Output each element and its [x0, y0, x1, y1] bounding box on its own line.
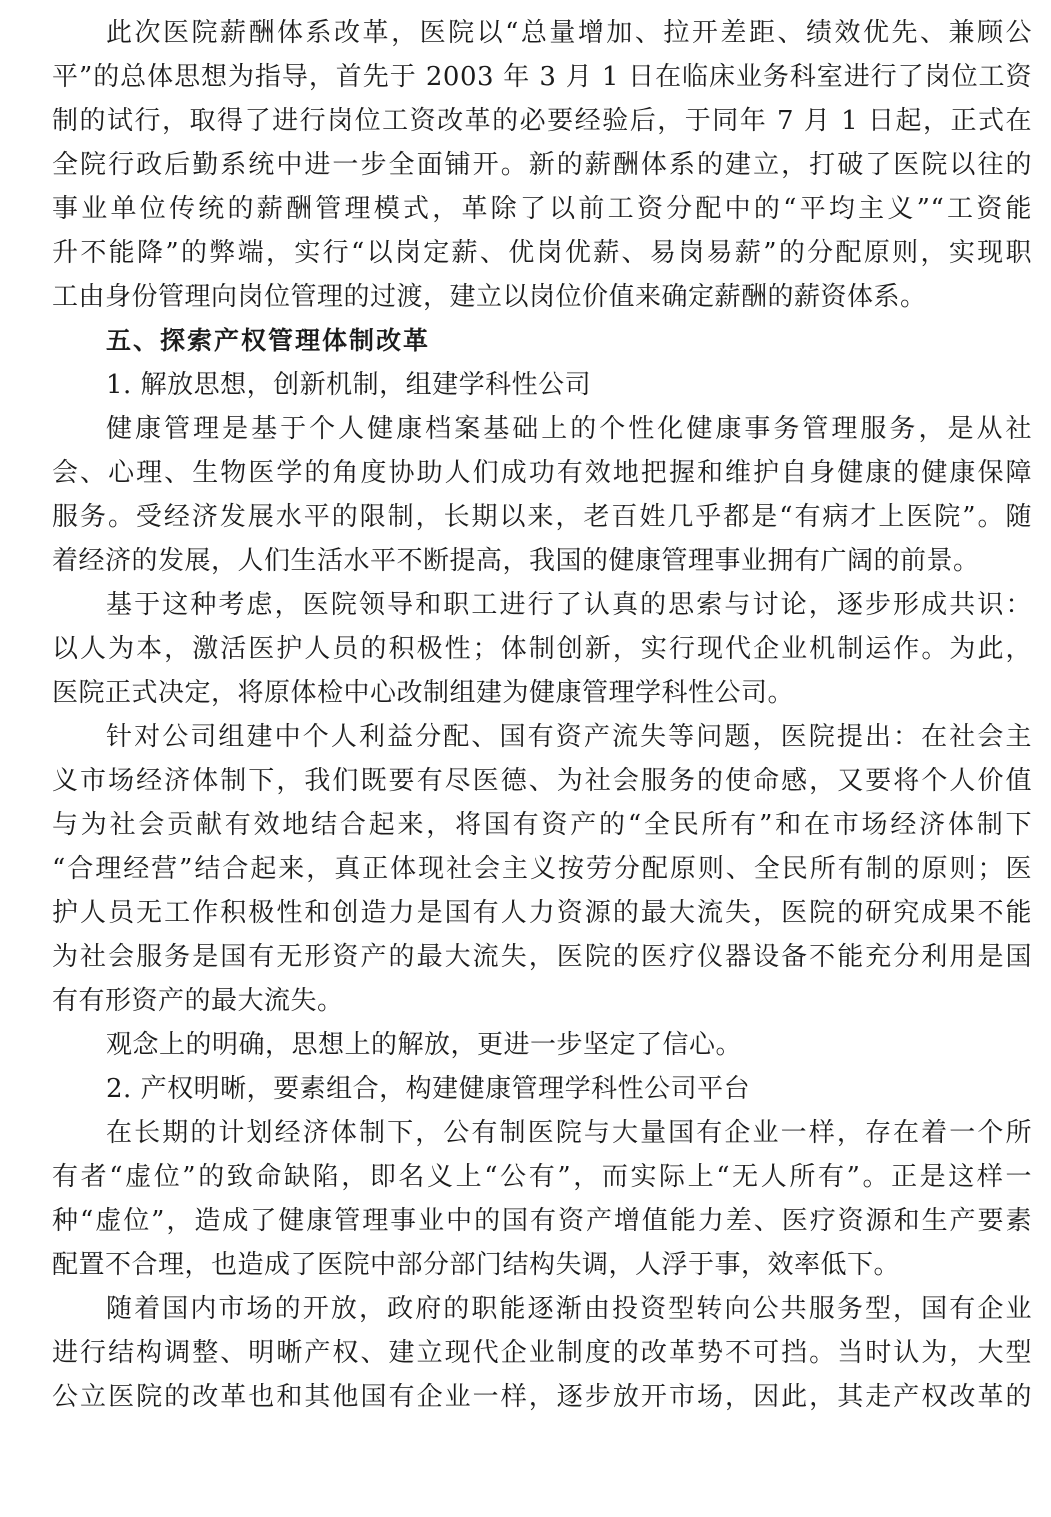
- subsection-heading: 2. 产权明晰，要素组合，构建健康管理学科性公司平台: [106, 1074, 751, 1104]
- subsection-heading: 1. 解放思想，创新机制，组建学科性公司: [106, 370, 592, 400]
- paragraph-line: 着经济的发展，人们生活水平不断提高，我国的健康管理事业拥有广阔的前景。: [52, 546, 980, 576]
- paragraph-line: 事业单位传统的薪酬管理模式，革除了以前工资分配中的“平均主义”“工资能: [52, 194, 1032, 224]
- paragraph-line: 以人为本，激活医护人员的积极性；体制创新，实行现代企业机制运作。为此，: [52, 634, 1032, 664]
- paragraph-line: 观念上的明确，思想上的解放，更进一步坚定了信心。: [106, 1030, 743, 1060]
- paragraph-line: 配置不合理，也造成了医院中部分部门结构失调，人浮于事，效率低下。: [52, 1250, 901, 1280]
- section-heading: 五、探索产权管理体制改革: [106, 326, 431, 355]
- paragraph-line: 工由身份管理向岗位管理的过渡，建立以岗位价值来确定薪酬的薪资体系。: [52, 282, 927, 312]
- paragraph-line: 有有形资产的最大流失。: [52, 986, 344, 1016]
- paragraph-line: 全院行政后勤系统中进一步全面铺开。新的薪酬体系的建立，打破了医院以往的: [52, 150, 1032, 180]
- paragraph-line: 随着国内市场的开放，政府的职能逐渐由投资型转向公共服务型，国有企业: [106, 1294, 1032, 1324]
- paragraph-line: 种“虚位”，造成了健康管理事业中的国有资产增值能力差、医疗资源和生产要素: [52, 1206, 1032, 1236]
- paragraph-line: 服务。受经济发展水平的限制，长期以来，老百姓几乎都是“有病才上医院”。随: [52, 502, 1032, 532]
- paragraph-line: 为社会服务是国有无形资产的最大流失，医院的医疗仪器设备不能充分利用是国: [52, 942, 1032, 972]
- paragraph-line: 医院正式决定，将原体检中心改制组建为健康管理学科性公司。: [52, 678, 795, 708]
- paragraph-line: 公立医院的改革也和其他国有企业一样，逐步放开市场，因此，其走产权改革的: [52, 1382, 1032, 1412]
- paragraph-line: 有者“虚位”的致命缺陷，即名义上“公有”，而实际上“无人所有”。正是这样一: [52, 1162, 1032, 1192]
- paragraph-line: 在长期的计划经济体制下，公有制医院与大量国有企业一样，存在着一个所: [106, 1118, 1032, 1148]
- paragraph-line: 制的试行，取得了进行岗位工资改革的必要经验后，于同年 7 月 1 日起，正式在: [52, 106, 1032, 136]
- paragraph-line: “合理经营”结合起来，真正体现社会主义按劳分配原则、全民所有制的原则；医: [52, 854, 1032, 884]
- paragraph-line: 与为社会贡献有效地结合起来，将国有资产的“全民所有”和在市场经济体制下: [52, 810, 1032, 840]
- paragraph-line: 义市场经济体制下，我们既要有尽医德、为社会服务的使命感，又要将个人价值: [52, 766, 1032, 796]
- paragraph-line: 升不能降”的弊端，实行“以岗定薪、优岗优薪、易岗易薪”的分配原则，实现职: [52, 238, 1032, 268]
- paragraph-line: 健康管理是基于个人健康档案基础上的个性化健康事务管理服务，是从社: [106, 414, 1032, 444]
- paragraph-line: 会、心理、生物医学的角度协助人们成功有效地把握和维护自身健康的健康保障: [52, 458, 1032, 488]
- paragraph-line: 平”的总体思想为指导，首先于 2003 年 3 月 1 日在临床业务科室进行了岗位工资: [52, 62, 1032, 92]
- paragraph-line: 此次医院薪酬体系改革，医院以“总量增加、拉开差距、绩效优先、兼顾公: [106, 18, 1032, 48]
- paragraph-line: 基于这种考虑，医院领导和职工进行了认真的思索与讨论，逐步形成共识：: [106, 590, 1032, 620]
- paragraph-line: 针对公司组建中个人利益分配、国有资产流失等问题，医院提出：在社会主: [106, 722, 1032, 752]
- paragraph-line: 护人员无工作积极性和创造力是国有人力资源的最大流失，医院的研究成果不能: [52, 898, 1032, 928]
- paragraph-line: 进行结构调整、明晰产权、建立现代企业制度的改革势不可挡。当时认为，大型: [52, 1338, 1032, 1368]
